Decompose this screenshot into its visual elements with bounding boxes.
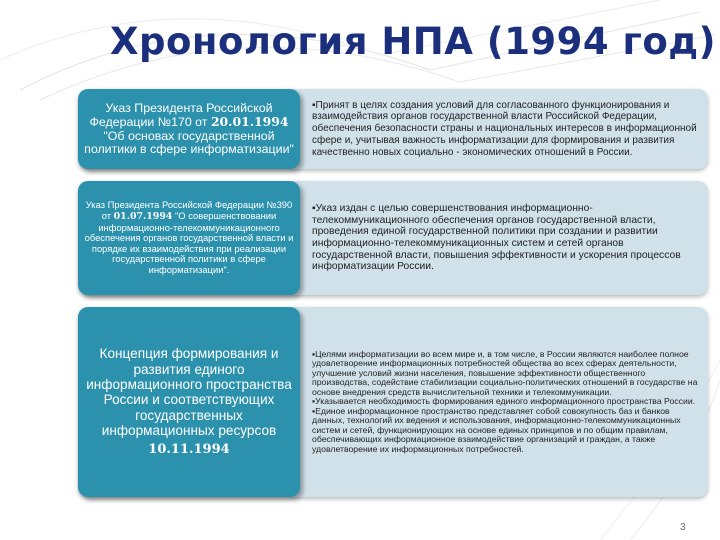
decree-170-date: 20.01.1994 [210,114,289,130]
concept-paragraph-space: ▪Указывается необходимость формирования единого информационного пространства России. [312,396,696,407]
concept-paragraph-goals: ▪Целями информатизации во всем мире и, в том числе, в России являются наиболее полное удовлетворение информационных потребностей общества во всех сферах деятельности, улучшение условий жизни населения, повышение эффективности общественного производства, содействие стабилизации социально-политических отношений в государстве на основе внедрения средств вычислительной техники и телекоммуникации. [312,348,698,397]
slide-title: Хронология НПА (1994 год) [110,20,717,63]
concept-date: 10.11.1994 [148,442,230,458]
decree-390-paragraph: ▪Указ издан с целью совершенствования информационно-телекоммуникационного обеспечения органов государственной власти, проведения единой государственной политики при создании и развитии информационно-телекоммуникационных систем и сетей органов государственной власти, повышения эффективности и ускорения процессов информатизации России. [312,203,681,273]
page-number: 3 [680,522,686,533]
decree-170-box [78,89,300,169]
concept-box [78,307,300,497]
decree-390-title: "О совершенствовании информационно-телекоммуникационного обеспечения органов государственной власти и порядке их взаимодействия при реализации государственной политики в сфере информатизации". [84,210,294,275]
timeline-row-decree-170 [78,89,708,169]
concept-text: Концепция формирования и развития единого информационного пространства России и соответствующих государственных информационных ресурсов [86,346,292,438]
concept-description [312,307,698,497]
decree-170-title: "Об основах государственной политики в сфере информатизации" [84,128,294,156]
timeline-row-concept [78,307,708,497]
concept-paragraph-definition: ▪Единое информационное пространство представляет собой совокупность баз и банков данных, технологий их ведения и использования, информационно-телекоммуникационных систем и сетей, функционирующих на основе единых принципов и по общим правилам, обеспечивающих информационное взаимодействие организаций и граждан, а также удовлетворение их информационных потребностей. [312,405,681,454]
timeline-row-decree-390 [78,181,708,295]
decree-170-paragraph: ▪Принят в целях создания условий для согласованного функционирования и взаимодействия органов государственной власти Российской Федерации, обеспечения безопасности страны и национальных интересов в информационной сфере и, учитывая важность информатизации для формирования и развития качественно новых социально - экономических отношений в России. [312,99,697,158]
decree-390-description [312,181,698,295]
decree-390-box [78,181,300,295]
decree-390-text: Указ Президента Российской Федерации №390 от [85,199,293,222]
decree-390-date: 01.07.1994 [113,211,173,223]
decree-170-description [312,89,698,169]
decree-170-text: Указ Президента Российской Федерации №170 от [89,100,273,130]
